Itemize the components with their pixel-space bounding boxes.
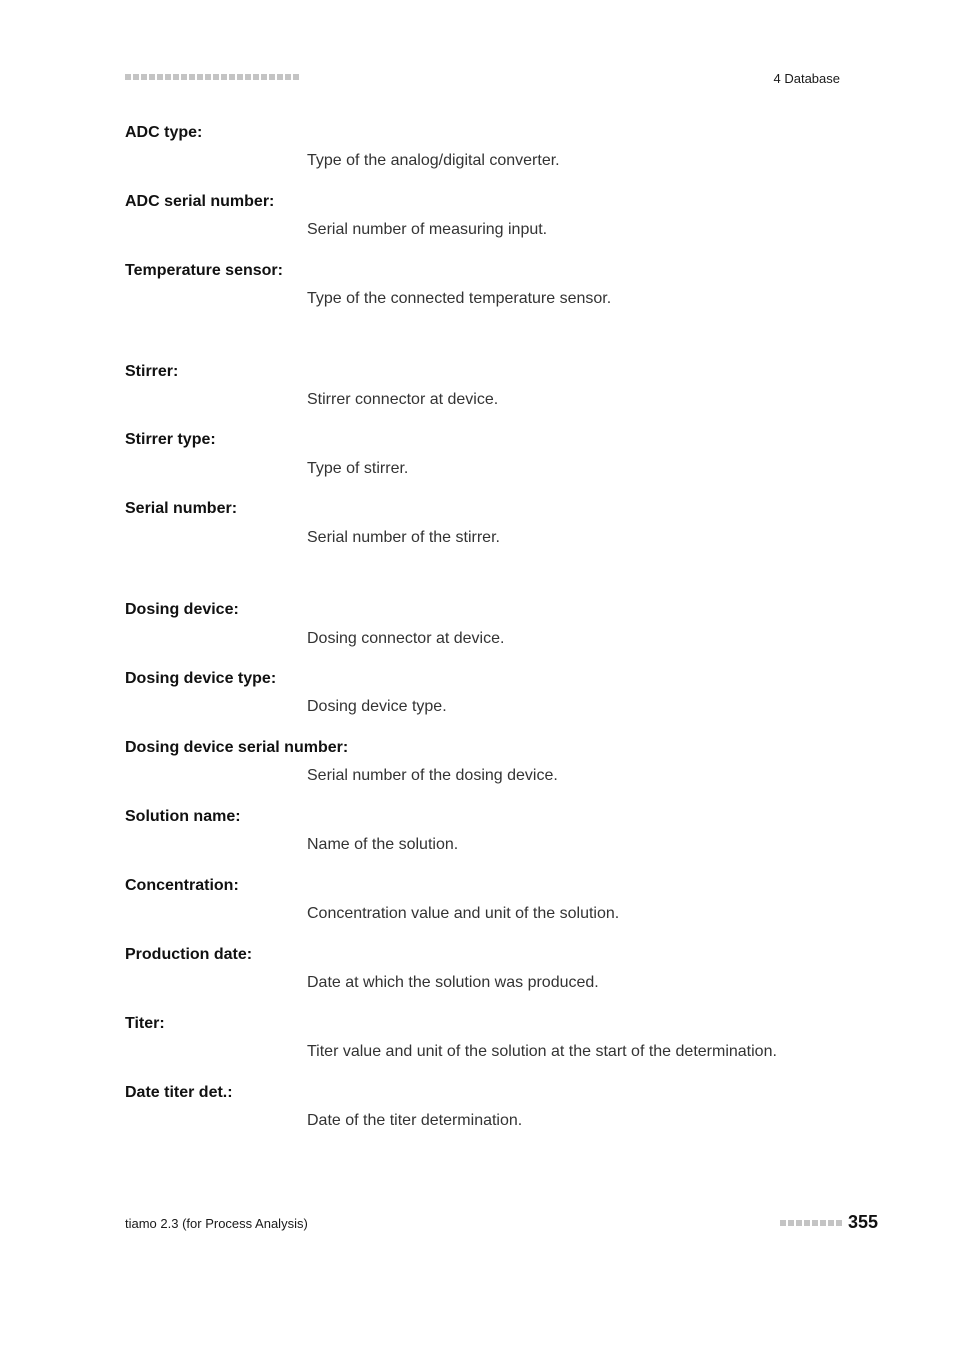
desc-date-titer-det: Date of the titer determination. xyxy=(307,1112,523,1129)
term-adc-serial-number: ADC serial number: xyxy=(125,193,275,210)
desc-temperature-sensor: Type of the connected temperature sensor. xyxy=(307,290,612,307)
desc-adc-type: Type of the analog/digital converter. xyxy=(307,152,560,169)
page-number: 355 xyxy=(847,1212,878,1232)
term-stirrer-type: Stirrer type: xyxy=(125,431,216,448)
term-date-titer-det: Date titer det.: xyxy=(125,1084,233,1101)
desc-stirrer-type: Type of stirrer. xyxy=(307,460,409,477)
desc-titer: Titer value and unit of the solution at the start of the determination. xyxy=(307,1043,777,1060)
footer-product-name: tiamo 2.3 (for Process Analysis) xyxy=(125,1216,308,1231)
footer-page xyxy=(780,1212,878,1233)
desc-dosing-device: Dosing connector at device. xyxy=(307,630,505,647)
term-dosing-device-type: Dosing device type: xyxy=(125,670,277,687)
term-dosing-device-serial-number: Dosing device serial number: xyxy=(125,739,349,756)
footer-decoration xyxy=(780,1220,842,1226)
term-dosing-device: Dosing device: xyxy=(125,601,239,618)
term-temperature-sensor: Temperature sensor: xyxy=(125,262,283,279)
term-solution-name: Solution name: xyxy=(125,808,241,825)
term-adc-type: ADC type: xyxy=(125,124,203,141)
desc-solution-name: Name of the solution. xyxy=(307,836,459,853)
term-concentration: Concentration: xyxy=(125,877,239,894)
desc-production-date: Date at which the solution was produced. xyxy=(307,974,599,991)
desc-concentration: Concentration value and unit of the solution. xyxy=(307,905,620,922)
desc-adc-serial-number: Serial number of measuring input. xyxy=(307,221,548,238)
desc-serial-number: Serial number of the stirrer. xyxy=(307,529,500,546)
desc-stirrer: Stirrer connector at device. xyxy=(307,391,499,408)
chapter-title: 4 Database xyxy=(773,71,840,86)
desc-dosing-device-serial-number: Serial number of the dosing device. xyxy=(307,767,558,784)
desc-dosing-device-type: Dosing device type. xyxy=(307,698,447,715)
header-decoration xyxy=(125,74,299,80)
term-serial-number: Serial number: xyxy=(125,500,238,517)
term-production-date: Production date: xyxy=(125,946,253,963)
term-stirrer: Stirrer: xyxy=(125,363,179,380)
term-titer: Titer: xyxy=(125,1015,165,1032)
